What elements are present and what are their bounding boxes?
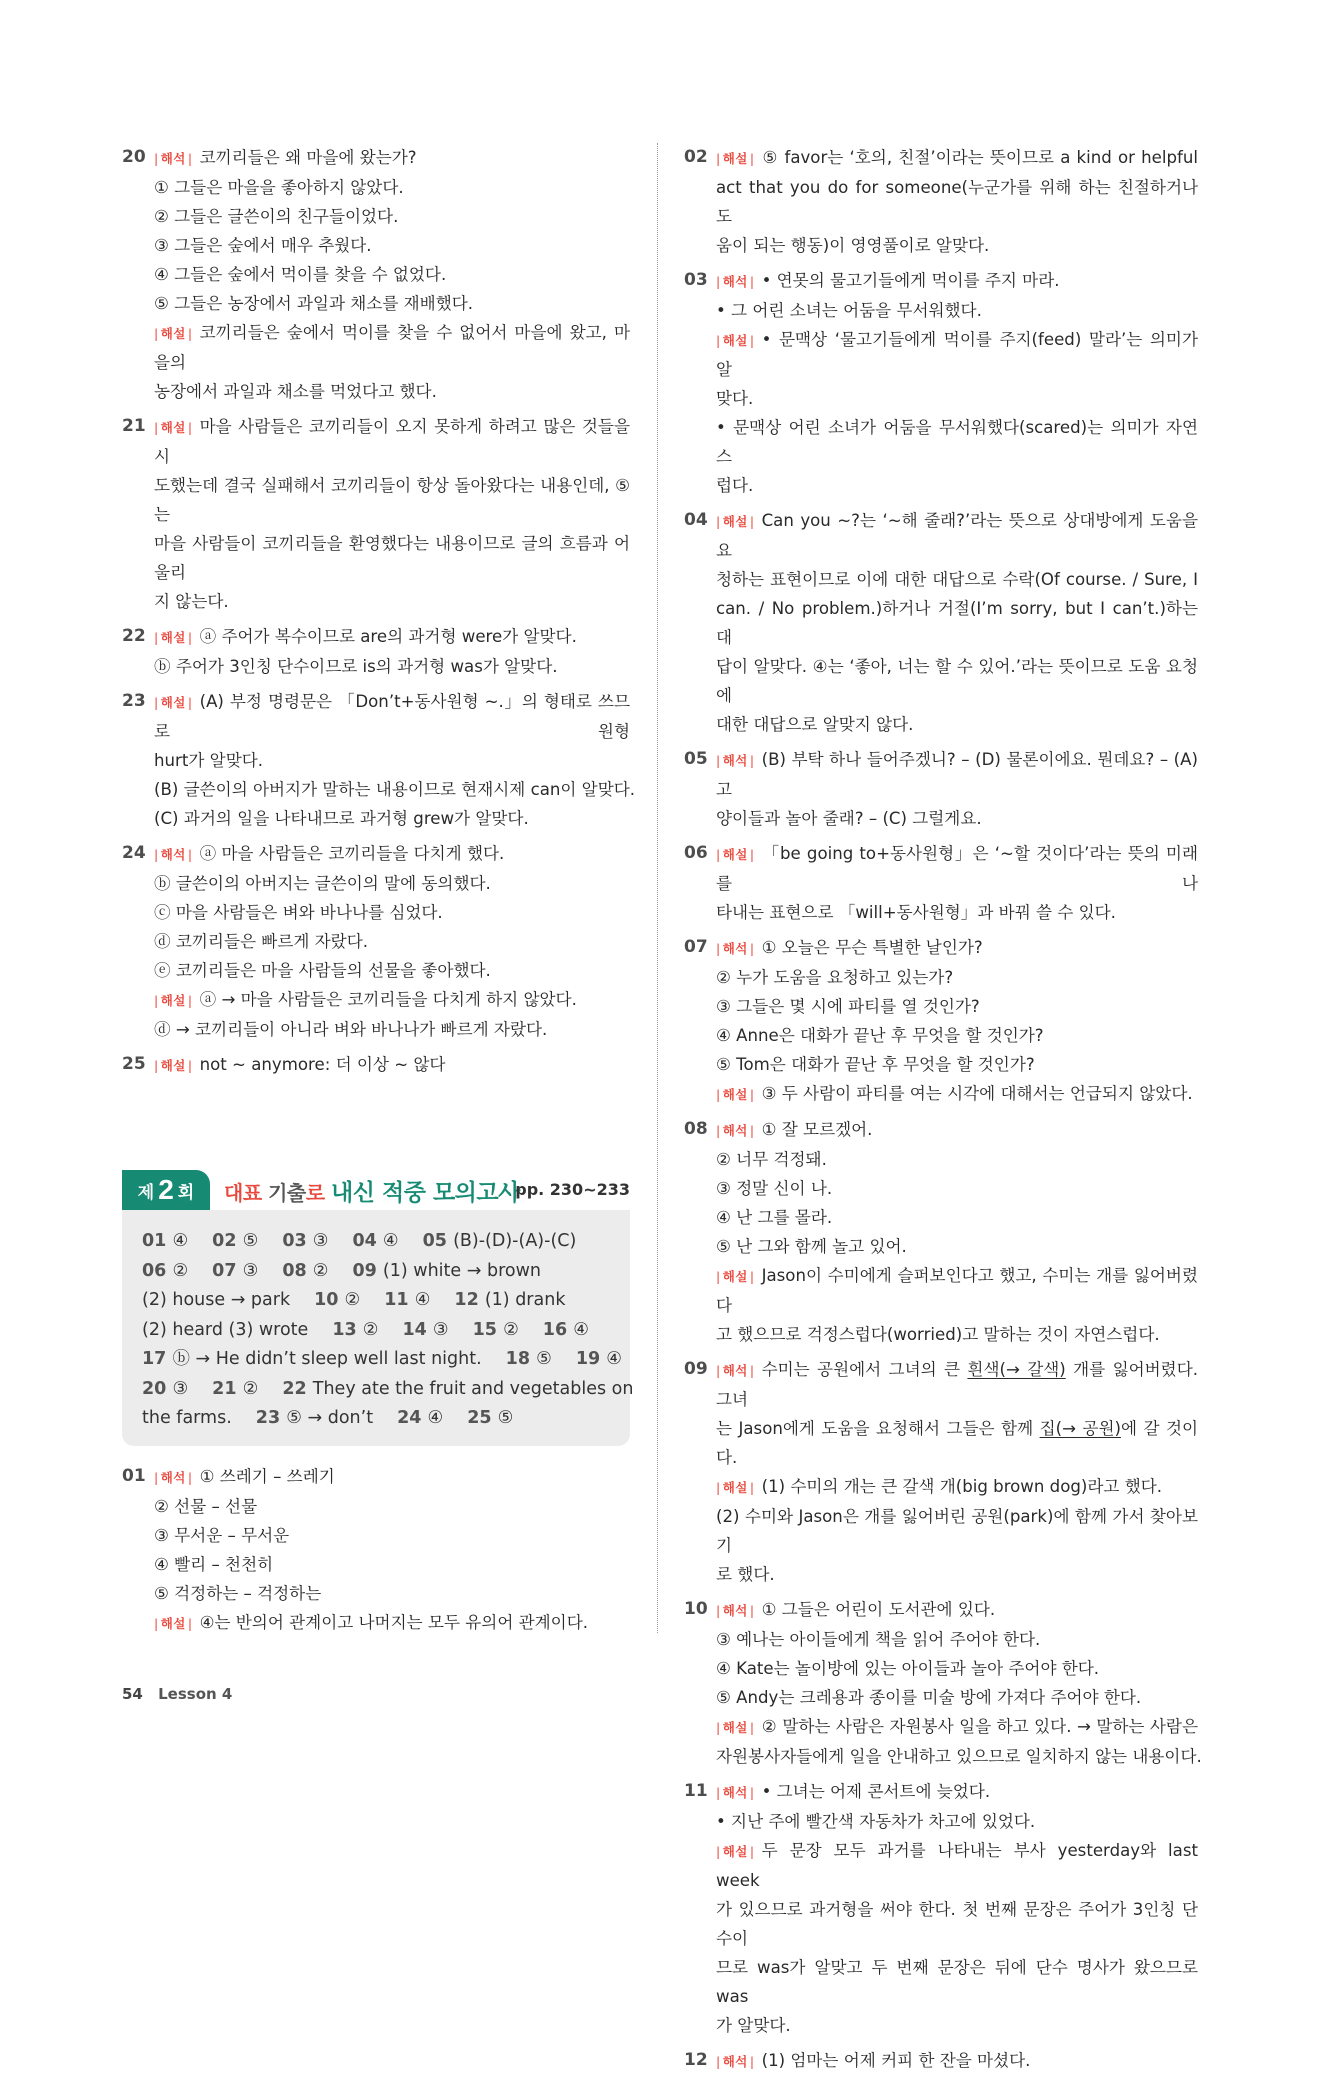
question-number: 11	[684, 1781, 708, 1801]
question-item-06	[684, 839, 1198, 927]
answer-number: 03	[282, 1231, 313, 1251]
question-number: 06	[684, 843, 708, 863]
test-pages: pp. 230~233	[515, 1180, 630, 1199]
text-line: 가 알맞다.	[716, 2016, 791, 2035]
page-number: 54	[122, 1685, 143, 1703]
text-line: ⓑ 글쓴이의 아버지는 글쓴이의 말에 동의했다.	[154, 874, 491, 893]
answer-entry: 16 ④	[542, 1319, 589, 1340]
answer-entry: 10 ②	[314, 1290, 361, 1310]
question-item-05	[684, 745, 1198, 833]
question-number: 20	[122, 147, 146, 167]
label-translation: | 해석 |	[154, 847, 193, 862]
question-number: 23	[122, 691, 146, 711]
text-line: 자원봉사자들에게 일을 안내하고 있으므로 일치하지 않는 내용이다.	[716, 1747, 1202, 1766]
question-item-21	[122, 412, 630, 616]
answer-entry: 01 ④	[142, 1231, 189, 1251]
question-item-25	[122, 1050, 630, 1080]
question-number: 03	[684, 270, 708, 290]
answer-number: 22	[282, 1378, 313, 1399]
label-translation: | 해석 |	[716, 1603, 755, 1618]
text-line: 타내는 표현으로 「will+동사원형」과 바꿔 쓸 수 있다.	[716, 903, 1116, 922]
answer-number: 21	[212, 1378, 243, 1399]
text-line: ③ 무서운 – 무서운	[154, 1526, 290, 1545]
answer-entry: 03 ③	[282, 1231, 329, 1251]
answer-number: 08	[282, 1260, 313, 1281]
answer-row	[142, 1345, 622, 1375]
answer-entry: 24 ④	[397, 1408, 444, 1428]
text-line: | 해설 | Can you ~?는 ‘~해 줄래?’라는 뜻으로 상대방에게 도움을 요	[716, 506, 1198, 565]
label-translation: | 해석 |	[716, 753, 755, 768]
answer-number: 01	[142, 1231, 173, 1251]
label-explanation: | 해설 |	[154, 1616, 193, 1631]
text-line: | 해석 | 코끼리들은 왜 마을에 왔는가?	[154, 143, 630, 173]
answer-row	[142, 1316, 610, 1346]
question-item-01	[122, 1462, 630, 1638]
answer-number: 10	[314, 1290, 345, 1310]
answer-entry: (2) heard (3) wrote	[142, 1319, 309, 1340]
text-line: ⑤ Andy는 크레용과 종이를 미술 방에 가져다 주어야 한다.	[716, 1688, 1142, 1707]
text-line: | 해석 | ① 그들은 어린이 도서관에 있다.	[716, 1595, 1198, 1625]
answer-entry: 06 ②	[142, 1260, 189, 1281]
text-line: ⑤ 난 그와 함께 놀고 있어.	[716, 1237, 907, 1256]
text-line: ⓓ 코끼리들은 빠르게 자랐다.	[154, 932, 369, 951]
label-explanation: | 해설 |	[154, 695, 193, 710]
answer-entry: 17 ⓑ → He didn’t sleep well last night.	[142, 1349, 482, 1369]
label-translation: | 해석 |	[716, 1363, 755, 1378]
text-line: • 지난 주에 빨간색 자동차가 차고에 있었다.	[716, 1812, 1036, 1831]
title-part: 모의고사	[432, 1180, 520, 1206]
text-line: | 해석 | ① 잘 모르겠어.	[716, 1115, 1198, 1145]
text-line: ⓒ 마을 사람들은 벼와 바나나를 심었다.	[154, 903, 443, 922]
answer-entry: 11 ④	[384, 1290, 431, 1310]
question-item-20	[122, 143, 630, 406]
text-line: ② 그들은 글쓴이의 친구들이었다.	[154, 207, 399, 226]
answer-number: 15	[472, 1319, 504, 1340]
text-line: | 해설 | not ~ anymore: 더 이상 ~ 않다	[154, 1050, 630, 1080]
text-line: can. / No problem.)하거나 거절(I’m sorry, but I can’t.)하는 대	[716, 599, 1198, 647]
text-line: • 그 어린 소녀는 어둠을 무서워했다.	[716, 301, 982, 320]
label-translation: | 해석 |	[154, 151, 193, 166]
label-explanation: | 해설 |	[716, 1480, 755, 1495]
answer-key-box	[122, 1210, 634, 1446]
question-number: 24	[122, 843, 146, 863]
text-line: ④ 빨리 – 천천히	[154, 1555, 274, 1574]
text-line: | 해석 | ① 오늘은 무슨 특별한 날인가?	[716, 933, 1198, 963]
text-line: ⓓ → 코끼리들이 아니라 벼와 바나나가 빠르게 자랐다.	[154, 1020, 548, 1039]
text-line: | 해설 | 마을 사람들은 코끼리들이 오지 못하게 하려고 많은 것들을 시	[154, 412, 630, 471]
text-line: ⑤ 그들은 농장에서 과일과 채소를 재배했다.	[154, 294, 474, 313]
text-line: 맞다.	[716, 389, 754, 408]
text-line: ② 선물 – 선물	[154, 1497, 258, 1516]
question-number: 08	[684, 1119, 708, 1139]
text-line: ② 누가 도움을 요청하고 있는가?	[716, 968, 954, 987]
answer-number: 18	[505, 1349, 537, 1369]
text-line: | 해석 | • 그녀는 어제 콘서트에 늦었다.	[716, 1777, 1198, 1807]
answer-number: 13	[332, 1319, 363, 1340]
text-line: | 해설 | ⓐ 주어가 복수이므로 are의 과거형 were가 알맞다.	[154, 622, 630, 652]
text-line: 가 있으므로 과거형을 써야 한다. 첫 번째 문장은 주어가 3인칭 단수이	[716, 1900, 1198, 1948]
text-line: | 해설 | • 문맥상 ‘물고기들에게 먹이를 주지(feed) 말라’는 의미가 알	[716, 325, 1198, 384]
question-number: 07	[684, 937, 708, 957]
question-number: 12	[684, 2050, 708, 2070]
title-part: 내신	[331, 1180, 382, 1206]
text-line: ③ 예나는 아이들에게 책을 읽어 주어야 한다.	[716, 1630, 1041, 1649]
label-explanation: | 해설 |	[716, 1720, 755, 1735]
text-line: 움이 되는 행동)이 영영풀이로 알맞다.	[716, 236, 990, 255]
question-item-03	[684, 266, 1198, 500]
answer-number: 05	[422, 1231, 454, 1251]
answer-row	[142, 1257, 610, 1287]
question-number: 25	[122, 1054, 146, 1074]
text-line: ⑤ 걱정하는 – 걱정하는	[154, 1584, 322, 1603]
text-line: ⓔ 코끼리들은 마을 사람들의 선물을 좋아했다.	[154, 961, 491, 980]
text-line: • 문맥상 어린 소녀가 어둠을 무서워했다(scared)는 의미가 자연스	[716, 418, 1198, 466]
question-item-09	[684, 1355, 1198, 1589]
answer-number: 12	[454, 1290, 485, 1310]
text-line: | 해석 | 수미는 공원에서 그녀의 큰 흰색(→ 갈색) 개를 잃어버렸다. 그녀	[716, 1355, 1198, 1414]
answer-entry: 09 (1) white → brown	[352, 1260, 541, 1281]
text-line: ② 너무 걱정돼.	[716, 1150, 827, 1169]
answer-number: 11	[384, 1290, 415, 1310]
label-translation: | 해석 |	[716, 1123, 755, 1138]
answer-number: 09	[352, 1260, 383, 1281]
question-number: 22	[122, 626, 146, 646]
answer-entry: 07 ③	[212, 1260, 259, 1281]
answer-entry: 19 ④	[575, 1349, 622, 1369]
text-line: 로 했다.	[716, 1565, 775, 1584]
text-line: 지 않는다.	[154, 592, 229, 611]
text-line: | 해석 | • 연못의 물고기들에게 먹이를 주지 마라.	[716, 266, 1198, 296]
text-line: 답이 알맞다. ④는 ‘좋아, 너는 할 수 있어.’라는 뜻이므로 도움 요청에	[716, 657, 1198, 705]
label-explanation: | 해설 |	[716, 1269, 755, 1284]
question-item-23	[122, 687, 636, 833]
answer-entry: 23 ⑤ → don’t	[255, 1408, 374, 1428]
text-line: hurt가 알맞다.	[154, 751, 264, 770]
lesson-label: Lesson 4	[158, 1685, 233, 1703]
text-line: ③ 그들은 몇 시에 파티를 열 것인가?	[716, 997, 980, 1016]
label-translation: | 해석 |	[716, 274, 755, 289]
text-line: | 해설 | 코끼리들은 숲에서 먹이를 찾을 수 없어서 마을에 왔고, 마을의	[154, 318, 630, 377]
question-item-10	[684, 1595, 1202, 1771]
answer-row	[142, 1404, 610, 1434]
test-title	[224, 1174, 520, 1207]
answer-number: 14	[402, 1319, 433, 1340]
question-number: 04	[684, 510, 708, 530]
title-part: 대표	[224, 1181, 269, 1205]
text-line: | 해석 | ⓐ 마을 사람들은 코끼리들을 다치게 했다.	[154, 839, 630, 869]
label-explanation: | 해설 |	[154, 1058, 193, 1073]
question-number: 10	[684, 1599, 708, 1619]
label-explanation: | 해설 |	[716, 1087, 755, 1102]
answer-number: 17	[142, 1349, 173, 1369]
answer-entry: 20 ③	[142, 1378, 189, 1399]
left-column	[122, 143, 636, 1086]
underlined-text: 집(→ 공원)	[1039, 1419, 1121, 1438]
answer-entry: 15 ②	[472, 1319, 519, 1340]
label-translation: | 해석 |	[716, 941, 755, 956]
label-explanation: | 해설 |	[716, 333, 755, 348]
left-column-bottom	[122, 1462, 630, 1644]
text-line: ④ Kate는 놀이방에 있는 아이들과 놀아 주어야 한다.	[716, 1659, 1100, 1678]
title-part: 적중	[382, 1180, 433, 1206]
label-explanation: | 해설 |	[716, 514, 755, 529]
test-header	[122, 1170, 630, 1210]
answer-row	[142, 1286, 610, 1316]
text-line: act that you do for someone(누군가를 위해 하는 친절하거나 도	[716, 178, 1198, 226]
text-line: (2) 수미와 Jason은 개를 잃어버린 공원(park)에 함께 가서 찾아보기	[716, 1507, 1198, 1555]
answer-number: 07	[212, 1260, 243, 1281]
answer-number: 25	[467, 1408, 498, 1428]
question-number: 02	[684, 147, 708, 167]
text-line: | 해설 | ⑤ favor는 ‘호의, 친절’이라는 뜻이므로 a kind or helpful	[716, 143, 1198, 173]
text-line: (B) 글쓴이의 아버지가 말하는 내용이므로 현재시제 can이 알맞다.	[154, 780, 636, 799]
text-line: | 해설 | ③ 두 사람이 파티를 여는 시각에 대해서는 언급되지 않았다.	[716, 1079, 1198, 1109]
question-item-04	[684, 506, 1198, 739]
question-number: 01	[122, 1466, 146, 1486]
text-line: 양이들과 놀아 줄래? – (C) 그럴게요.	[716, 809, 982, 828]
answer-entry: 14 ③	[402, 1319, 449, 1340]
answer-entry: 05 (B)-(D)-(A)-(C)	[422, 1231, 577, 1251]
answer-entry: 22 They ate the fruit and vegetables on	[282, 1378, 634, 1399]
answer-entry: 25 ⑤	[467, 1408, 514, 1428]
text-line: ① 그들은 마을을 좋아하지 않았다.	[154, 178, 404, 197]
question-item-07	[684, 933, 1198, 1109]
underlined-text: 흰색(→ 갈색)	[967, 1360, 1066, 1379]
answer-entry: 12 (1) drank	[454, 1290, 566, 1310]
right-column	[684, 143, 1202, 2082]
title-part: 기출	[268, 1181, 306, 1205]
label-explanation: | 해설 |	[716, 151, 755, 166]
text-line: 므로 was가 알맞고 두 번째 문장은 뒤에 단수 명사가 왔으므로 was	[716, 1958, 1198, 2006]
answer-row	[142, 1227, 610, 1257]
answer-entry: 13 ②	[332, 1319, 379, 1340]
question-item-11	[684, 1777, 1198, 2040]
text-line: 럽다.	[716, 476, 754, 495]
answer-number: 02	[212, 1231, 243, 1251]
text-line: ⑤ Tom은 대화가 끝난 후 무엇을 할 것인가?	[716, 1055, 1035, 1074]
column-divider	[657, 143, 658, 1633]
answer-entry: 08 ②	[282, 1260, 329, 1281]
text-line: 는 Jason에게 도움을 요청해서 그들은 함께 집(→ 공원)에 갈 것이다.	[716, 1419, 1199, 1467]
answer-number: 06	[142, 1260, 173, 1281]
text-line: | 해설 | Jason이 수미에게 슬퍼보인다고 했고, 수미는 개를 잃어버렸다	[716, 1261, 1198, 1320]
text-line: | 해설 | ④는 반의어 관계이고 나머지는 모두 유의어 관계이다.	[154, 1608, 630, 1638]
text-line: | 해설 | ② 말하는 사람은 자원봉사 일을 하고 있다. → 말하는 사람은	[716, 1712, 1198, 1742]
answer-entry: 02 ⑤	[212, 1231, 259, 1251]
answer-entry: the farms.	[142, 1408, 232, 1428]
text-line: | 해설 | (A) 부정 명령문은 「Don’t+동사원형 ~.」의 형태로 쓰므로 원형	[154, 687, 630, 746]
text-line: 대한 대답으로 알맞지 않다.	[716, 715, 914, 734]
text-line: ⓑ 주어가 3인칭 단수이므로 is의 과거형 was가 알맞다.	[154, 657, 558, 676]
text-line: | 해설 | (1) 수미의 개는 큰 갈색 개(big brown dog)라고 했다.	[716, 1472, 1198, 1502]
answer-number: 04	[352, 1231, 383, 1251]
answer-number: 24	[397, 1408, 428, 1428]
text-line: 고 했으므로 걱정스럽다(worried)고 말하는 것이 자연스럽다.	[716, 1325, 1160, 1344]
text-line: ④ 난 그를 몰라.	[716, 1208, 833, 1227]
text-line: ④ Anne은 대화가 끝난 후 무엇을 할 것인가?	[716, 1026, 1044, 1045]
text-line: | 해설 | ⓐ → 마을 사람들은 코끼리들을 다치게 하지 않았다.	[154, 985, 630, 1015]
text-line: 도했는데 결국 실패해서 코끼리들이 항상 돌아왔다는 내용인데, ⑤는	[154, 476, 630, 524]
text-line: ③ 정말 신이 나.	[716, 1179, 833, 1198]
text-line: | 해설 | 「be going to+동사원형」은 ‘~할 것이다’라는 뜻의 미래를 나	[716, 839, 1198, 898]
text-line: ③ 그들은 숲에서 매우 추웠다.	[154, 236, 372, 255]
question-item-22	[122, 622, 630, 681]
answer-number: 20	[142, 1378, 173, 1399]
page-footer	[122, 1685, 232, 1703]
question-item-02	[684, 143, 1198, 260]
question-number: 21	[122, 416, 146, 436]
question-item-08	[684, 1115, 1198, 1349]
text-line: ④ 그들은 숲에서 먹이를 찾을 수 없었다.	[154, 265, 447, 284]
label-explanation: | 해설 |	[154, 993, 193, 1008]
answer-row	[142, 1375, 634, 1405]
question-number: 09	[684, 1359, 708, 1379]
question-item-24	[122, 839, 630, 1044]
question-item-12	[684, 2046, 1198, 2076]
text-line: | 해석 | ① 쓰레기 – 쓰레기	[154, 1462, 630, 1492]
answer-entry: 04 ④	[352, 1231, 399, 1251]
text-line: (C) 과거의 일을 나타내므로 과거형 grew가 알맞다.	[154, 809, 529, 828]
answer-entry: 18 ⑤	[505, 1349, 552, 1369]
answer-number: 16	[542, 1319, 574, 1340]
answer-entry: 21 ②	[212, 1378, 259, 1399]
label-explanation: | 해설 |	[154, 326, 193, 341]
text-line: | 해설 | 두 문장 모두 과거를 나타내는 부사 yesterday와 last week	[716, 1836, 1198, 1895]
test-number-badge: 제 2 회	[122, 1170, 210, 1210]
label-translation: | 해석 |	[716, 1785, 755, 1800]
text-line: 농장에서 과일과 채소를 먹었다고 했다.	[154, 382, 437, 401]
label-translation: | 해석 |	[154, 1470, 193, 1485]
text-line: 청하는 표현이므로 이에 대한 대답으로 수락(Of course. / Sure, I	[716, 570, 1198, 589]
answer-number: 19	[575, 1349, 607, 1369]
question-number: 05	[684, 749, 708, 769]
text-line: | 해석 | (B) 부탁 하나 들어주겠니? – (D) 물론이에요. 뭔데요? – (A) 고	[716, 745, 1198, 804]
label-translation: | 해석 |	[716, 2054, 755, 2069]
text-line: 마을 사람들이 코끼리들을 환영했다는 내용이므로 글의 흐름과 어울리	[154, 534, 630, 582]
label-explanation: | 해설 |	[716, 847, 755, 862]
label-explanation: | 해설 |	[716, 1844, 755, 1859]
answer-entry: (2) house → park	[142, 1290, 291, 1310]
label-explanation: | 해설 |	[154, 630, 193, 645]
answer-number: 23	[255, 1408, 287, 1428]
label-explanation: | 해설 |	[154, 420, 193, 435]
text-line: | 해석 | (1) 엄마는 어제 커피 한 잔을 마셨다.	[716, 2046, 1198, 2076]
title-part: 로	[305, 1181, 332, 1205]
